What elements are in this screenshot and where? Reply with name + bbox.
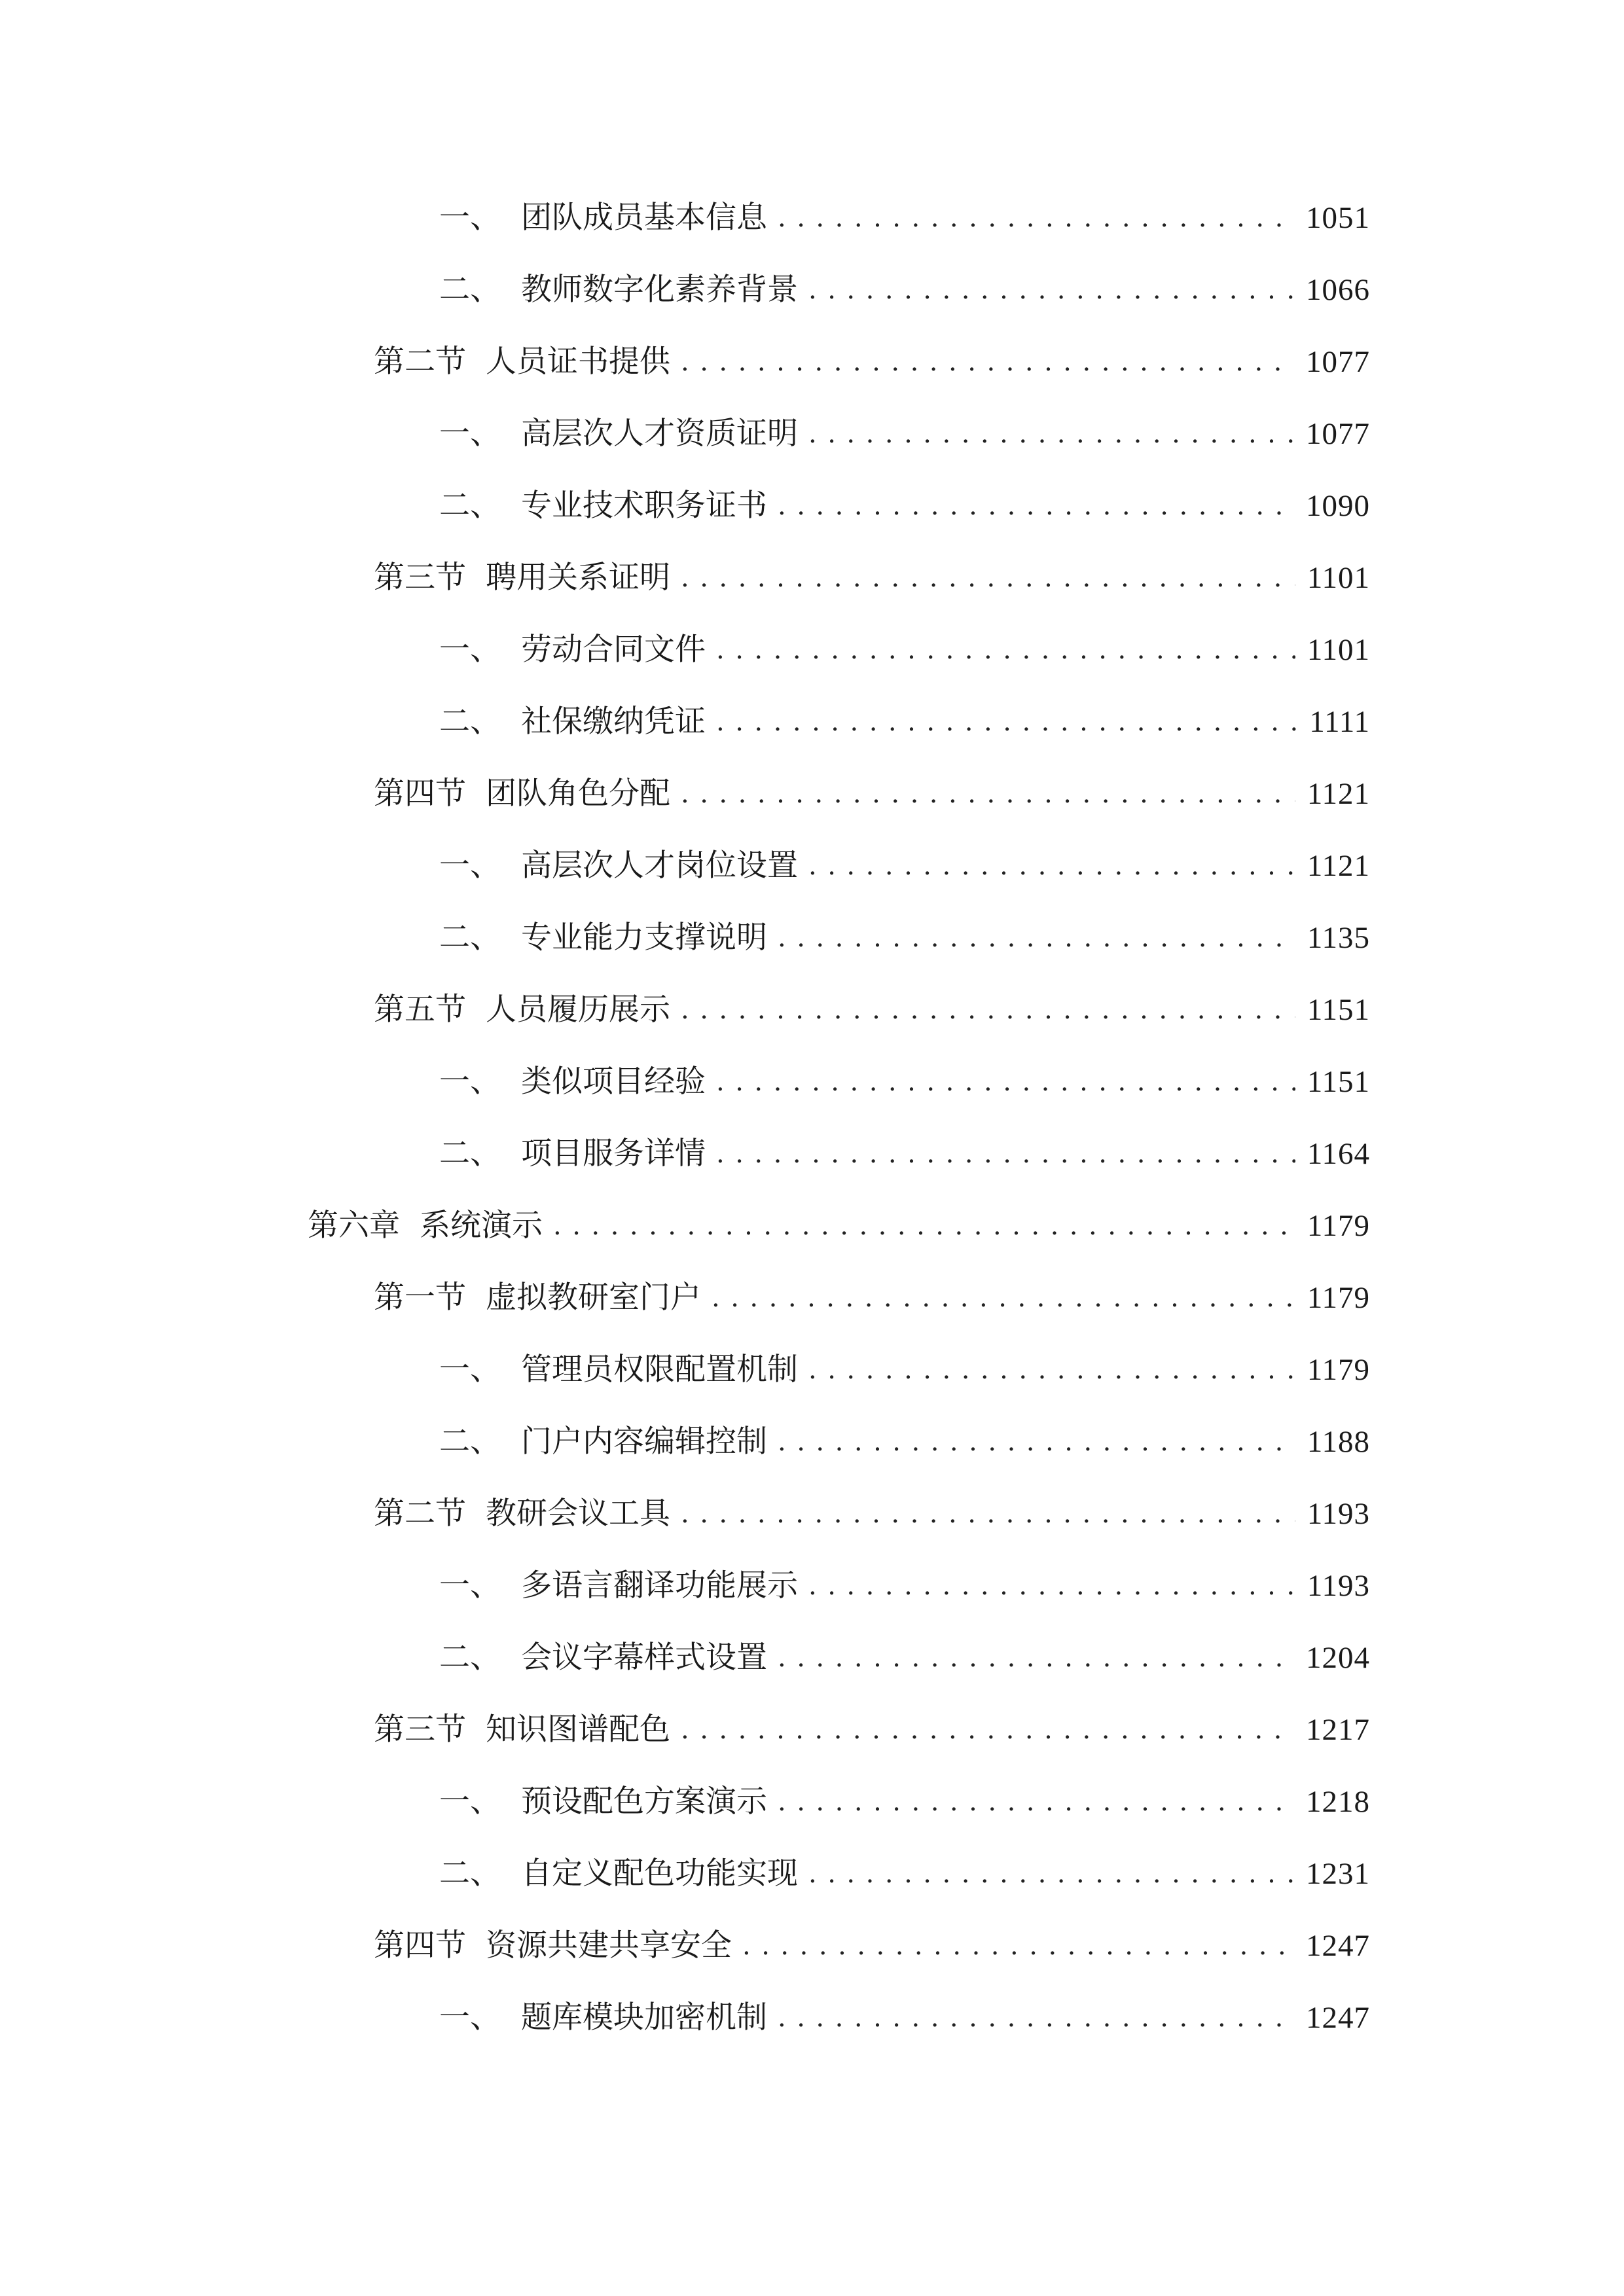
- toc-entry[interactable]: [439, 840, 1370, 892]
- entry-page-number: 1066: [1306, 273, 1370, 307]
- entry-number: 一、: [439, 632, 501, 668]
- entry-label: [374, 1488, 670, 1540]
- entry-label: [439, 480, 767, 532]
- toc-entry[interactable]: [439, 624, 1370, 676]
- entry-page-number: 1193: [1307, 1497, 1370, 1531]
- entry-label: [439, 1992, 767, 2044]
- dot-leader: [798, 840, 1295, 892]
- entry-page-number: 1179: [1307, 1209, 1370, 1243]
- entry-page-number: 1231: [1306, 1857, 1370, 1891]
- entry-page-number: 1217: [1306, 1713, 1370, 1747]
- entry-label: [374, 1272, 701, 1324]
- entry-label: [374, 336, 670, 388]
- toc-entry[interactable]: [374, 552, 1370, 604]
- dot-leader: [767, 1632, 1294, 1684]
- entry-title: 高层次人才资质证明: [521, 416, 798, 452]
- entry-number: 第四节: [374, 1928, 466, 1964]
- entry-number: 二、: [439, 272, 501, 308]
- dot-leader: [798, 1848, 1294, 1900]
- entry-title: 预设配色方案演示: [521, 1784, 767, 1820]
- dot-leader: [670, 984, 1295, 1036]
- toc-entry[interactable]: [439, 1992, 1370, 2044]
- entry-label: [439, 1056, 706, 1108]
- entry-page-number: 1101: [1307, 561, 1370, 595]
- entry-title: 会议字幕样式设置: [521, 1640, 767, 1676]
- entry-number: 第三节: [374, 560, 466, 596]
- entry-label: [439, 1128, 706, 1180]
- toc-entry[interactable]: [374, 768, 1370, 820]
- entry-number: 一、: [439, 1352, 501, 1388]
- dot-leader: [670, 1704, 1294, 1756]
- toc-entry[interactable]: [439, 1848, 1370, 1900]
- toc-entry[interactable]: [439, 1560, 1370, 1612]
- entry-number: 二、: [439, 1856, 501, 1892]
- entry-page-number: 1077: [1306, 417, 1370, 451]
- entry-title: 题库模块加密机制: [521, 2000, 767, 2036]
- entry-number: 二、: [439, 704, 501, 740]
- entry-label: [439, 696, 706, 748]
- toc-entry[interactable]: [439, 1632, 1370, 1684]
- dot-leader: [670, 552, 1295, 604]
- entry-label: [439, 408, 798, 460]
- entry-title: 类似项目经验: [521, 1064, 706, 1100]
- toc-entry[interactable]: [374, 1704, 1370, 1756]
- entry-label: [374, 984, 670, 1036]
- entry-label: [374, 552, 670, 604]
- entry-label: [439, 1632, 767, 1684]
- entry-label: [439, 1416, 767, 1468]
- entry-label: [439, 192, 767, 244]
- entry-number: 一、: [439, 1064, 501, 1100]
- toc-entry[interactable]: [439, 1128, 1370, 1180]
- entry-label: [439, 912, 767, 964]
- entry-label: [374, 1920, 732, 1972]
- dot-leader: [767, 1416, 1295, 1468]
- toc-entry[interactable]: [374, 1488, 1370, 1540]
- toc-entry[interactable]: [374, 1920, 1370, 1972]
- entry-page-number: 1218: [1306, 1785, 1370, 1819]
- dot-leader: [670, 1488, 1295, 1540]
- entry-page-number: 1121: [1307, 849, 1370, 883]
- toc-entry[interactable]: [439, 480, 1370, 532]
- dot-leader: [767, 912, 1295, 964]
- entry-title: 专业技术职务证书: [521, 488, 767, 524]
- dot-leader: [670, 768, 1295, 820]
- dot-leader: [732, 1920, 1294, 1972]
- entry-title: 劳动合同文件: [521, 632, 706, 668]
- entry-page-number: 1151: [1307, 1065, 1370, 1099]
- entry-title: 人员履历展示: [486, 992, 670, 1028]
- entry-page-number: 1188: [1307, 1425, 1370, 1459]
- entry-label: [374, 768, 670, 820]
- entry-page-number: 1121: [1307, 777, 1370, 811]
- toc-entry[interactable]: [308, 1200, 1370, 1252]
- entry-number: 第五节: [374, 992, 466, 1028]
- toc-entry[interactable]: [439, 912, 1370, 964]
- toc-entry[interactable]: [374, 1272, 1370, 1324]
- entry-title: 系统演示: [420, 1208, 543, 1244]
- entry-title: 资源共建共享安全: [486, 1928, 732, 1964]
- entry-page-number: 1090: [1306, 489, 1370, 523]
- entry-title: 社保缴纳凭证: [521, 704, 706, 740]
- dot-leader: [798, 408, 1294, 460]
- entry-page-number: 1135: [1307, 921, 1370, 955]
- entry-number: 第二节: [374, 344, 466, 380]
- entry-page-number: 1111: [1309, 705, 1370, 739]
- entry-number: 二、: [439, 1640, 501, 1676]
- entry-number: 二、: [439, 1424, 501, 1460]
- entry-label: [439, 264, 798, 316]
- entry-title: 自定义配色功能实现: [521, 1856, 798, 1892]
- dot-leader: [670, 336, 1294, 388]
- toc-entry[interactable]: [439, 1344, 1370, 1396]
- entry-number: 二、: [439, 920, 501, 956]
- entry-number: 第二节: [374, 1496, 466, 1532]
- entry-page-number: 1179: [1307, 1281, 1370, 1315]
- dot-leader: [543, 1200, 1295, 1252]
- entry-label: [374, 1704, 670, 1756]
- entry-number: 第三节: [374, 1712, 466, 1748]
- dot-leader: [767, 1992, 1294, 2044]
- entry-page-number: 1164: [1307, 1137, 1370, 1171]
- entry-number: 二、: [439, 488, 501, 524]
- entry-number: 一、: [439, 200, 501, 236]
- dot-leader: [706, 1128, 1295, 1180]
- entry-title: 高层次人才岗位设置: [521, 848, 798, 884]
- toc-entry[interactable]: [439, 408, 1370, 460]
- entry-title: 虚拟教研室门户: [486, 1280, 701, 1316]
- entry-title: 专业能力支撑说明: [521, 920, 767, 956]
- entry-number: 第一节: [374, 1280, 466, 1316]
- entry-label: [439, 1848, 798, 1900]
- entry-label: [439, 1560, 798, 1612]
- entry-number: 第四节: [374, 776, 466, 812]
- entry-label: [439, 840, 798, 892]
- entry-number: 一、: [439, 2000, 501, 2036]
- entry-page-number: 1077: [1306, 345, 1370, 379]
- entry-title: 聘用关系证明: [486, 560, 670, 596]
- toc-entry[interactable]: [374, 984, 1370, 1036]
- dot-leader: [798, 1344, 1295, 1396]
- entry-number: 二、: [439, 1136, 501, 1172]
- entry-page-number: 1179: [1307, 1353, 1370, 1387]
- entry-page-number: 1101: [1307, 633, 1370, 667]
- entry-page-number: 1247: [1306, 2001, 1370, 2035]
- entry-title: 团队角色分配: [486, 776, 670, 812]
- toc-entry[interactable]: [439, 192, 1370, 244]
- entry-number: 一、: [439, 416, 501, 452]
- entry-title: 教研会议工具: [486, 1496, 670, 1532]
- toc-entry[interactable]: [439, 1416, 1370, 1468]
- entry-label: [439, 1344, 798, 1396]
- toc-entry[interactable]: [374, 336, 1370, 388]
- entry-label: [439, 1776, 767, 1828]
- entry-title: 多语言翻译功能展示: [521, 1568, 798, 1604]
- entry-title: 团队成员基本信息: [521, 200, 767, 236]
- dot-leader: [767, 192, 1294, 244]
- entry-number: 一、: [439, 1568, 501, 1604]
- toc-entry[interactable]: [439, 1776, 1370, 1828]
- entry-label: [308, 1200, 543, 1252]
- dot-leader: [701, 1272, 1295, 1324]
- entry-number: 一、: [439, 1784, 501, 1820]
- entry-page-number: 1193: [1307, 1569, 1370, 1603]
- dot-leader: [706, 624, 1295, 676]
- entry-title: 项目服务详情: [521, 1136, 706, 1172]
- entry-title: 门户内容编辑控制: [521, 1424, 767, 1460]
- entry-page-number: 1051: [1306, 201, 1370, 235]
- entry-page-number: 1247: [1306, 1929, 1370, 1963]
- dot-leader: [798, 1560, 1295, 1612]
- entry-number: 一、: [439, 848, 501, 884]
- entry-title: 管理员权限配置机制: [521, 1352, 798, 1388]
- dot-leader: [706, 696, 1297, 748]
- entry-title: 教师数字化素养背景: [521, 272, 798, 308]
- entry-title: 知识图谱配色: [486, 1712, 670, 1748]
- toc-entry[interactable]: [439, 696, 1370, 748]
- dot-leader: [767, 480, 1294, 532]
- toc-entry[interactable]: [439, 264, 1370, 316]
- dot-leader: [767, 1776, 1294, 1828]
- entry-title: 人员证书提供: [486, 344, 670, 380]
- toc-entry[interactable]: [439, 1056, 1370, 1108]
- entry-number: 第六章: [308, 1208, 400, 1244]
- entry-page-number: 1151: [1307, 993, 1370, 1027]
- entry-page-number: 1204: [1306, 1641, 1370, 1675]
- dot-leader: [798, 264, 1294, 316]
- dot-leader: [706, 1056, 1295, 1108]
- entry-label: [439, 624, 706, 676]
